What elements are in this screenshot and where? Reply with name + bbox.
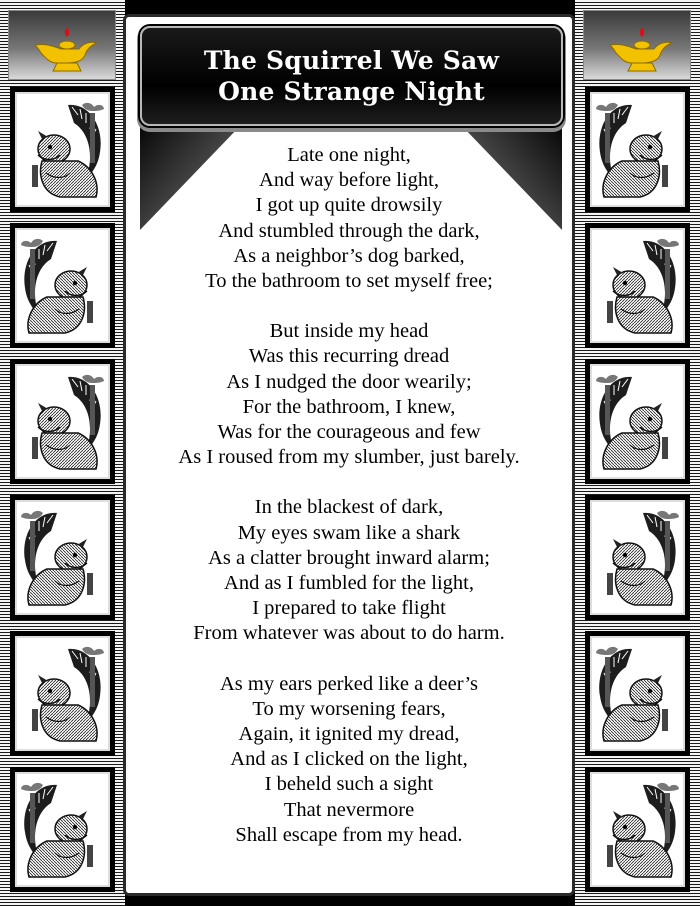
stanza-4: [128, 672, 570, 848]
poem-line: But inside my head: [269, 320, 429, 343]
squirrel-tile: [10, 631, 115, 756]
poem-line: As a neighbor’s dog barked,: [233, 244, 465, 267]
poem-line: Was for the courageous and few: [217, 421, 481, 444]
poem-line: Was this recurring dread: [248, 345, 450, 368]
poem-line: And way before light,: [259, 169, 439, 192]
stanza-1: [128, 143, 570, 294]
squirrel-drawing-icon: [595, 233, 680, 338]
stanza-2: [128, 319, 570, 470]
poem-line: And stumbled through the dark,: [218, 219, 480, 242]
magic-lamp-icon: [602, 23, 674, 75]
squirrel-drawing-icon: [20, 505, 105, 610]
squirrel-tile: [10, 87, 115, 212]
poem-line: I beheld such a sight: [264, 773, 434, 796]
squirrel-drawing-icon: [595, 641, 680, 746]
poem-line: As I roused from my slumber, just barely.: [178, 446, 520, 469]
squirrel-drawing-icon: [20, 97, 105, 202]
poem-line: My eyes swam like a shark: [237, 521, 461, 544]
squirrel-tile: [585, 767, 690, 892]
poem-line: That nevermore: [283, 798, 415, 821]
poem-line: Again, it ignited my dread,: [238, 723, 460, 746]
squirrel-tile: [10, 495, 115, 620]
title-banner: [140, 26, 563, 126]
lamp-box-right: [583, 10, 691, 80]
poem-line: I prepared to take flight: [252, 597, 446, 620]
title-line-2: One Strange Night: [218, 77, 485, 106]
poem-line: As I nudged the door wearily;: [226, 370, 472, 393]
poem-line: And as I fumbled for the light,: [224, 572, 474, 595]
poem-line: I got up quite drowsily: [255, 194, 443, 217]
poem-line: From whatever was about to do harm.: [193, 622, 505, 645]
poem-line: Late one night,: [287, 144, 411, 166]
poem-line: And as I clicked on the light,: [230, 748, 468, 771]
squirrel-drawing-icon: [595, 369, 680, 474]
lamp-box-left: [8, 10, 116, 80]
magic-lamp-icon: [27, 23, 99, 75]
poem-line: As a clatter brought inward alarm;: [208, 546, 490, 569]
poem-line: For the bathroom, I knew,: [242, 395, 456, 418]
squirrel-tile: [585, 87, 690, 212]
squirrel-tile: [10, 767, 115, 892]
squirrel-tile: [585, 223, 690, 348]
squirrel-drawing-icon: [595, 777, 680, 882]
squirrel-drawing-icon: [595, 97, 680, 202]
poem-line: Shall escape from my head.: [235, 823, 463, 846]
squirrel-drawing-icon: [20, 369, 105, 474]
poem-body: [128, 143, 570, 873]
squirrel-drawing-icon: [20, 777, 105, 882]
squirrel-tile: [10, 359, 115, 484]
poem-line: As my ears perked like a deer’s: [219, 672, 479, 695]
squirrel-tile: [585, 359, 690, 484]
squirrel-drawing-icon: [20, 233, 105, 338]
poem-line: To the bathroom to set myself free;: [205, 270, 493, 293]
stanza-3: [128, 495, 570, 646]
squirrel-tile: [585, 495, 690, 620]
poem-line: To my worsening fears,: [252, 697, 446, 720]
squirrel-drawing-icon: [20, 641, 105, 746]
squirrel-drawing-icon: [595, 505, 680, 610]
poem-line: In the blackest of dark,: [254, 496, 444, 519]
squirrel-tile: [10, 223, 115, 348]
squirrel-tile: [585, 631, 690, 756]
title-line-1: The Squirrel We Saw: [203, 46, 500, 75]
